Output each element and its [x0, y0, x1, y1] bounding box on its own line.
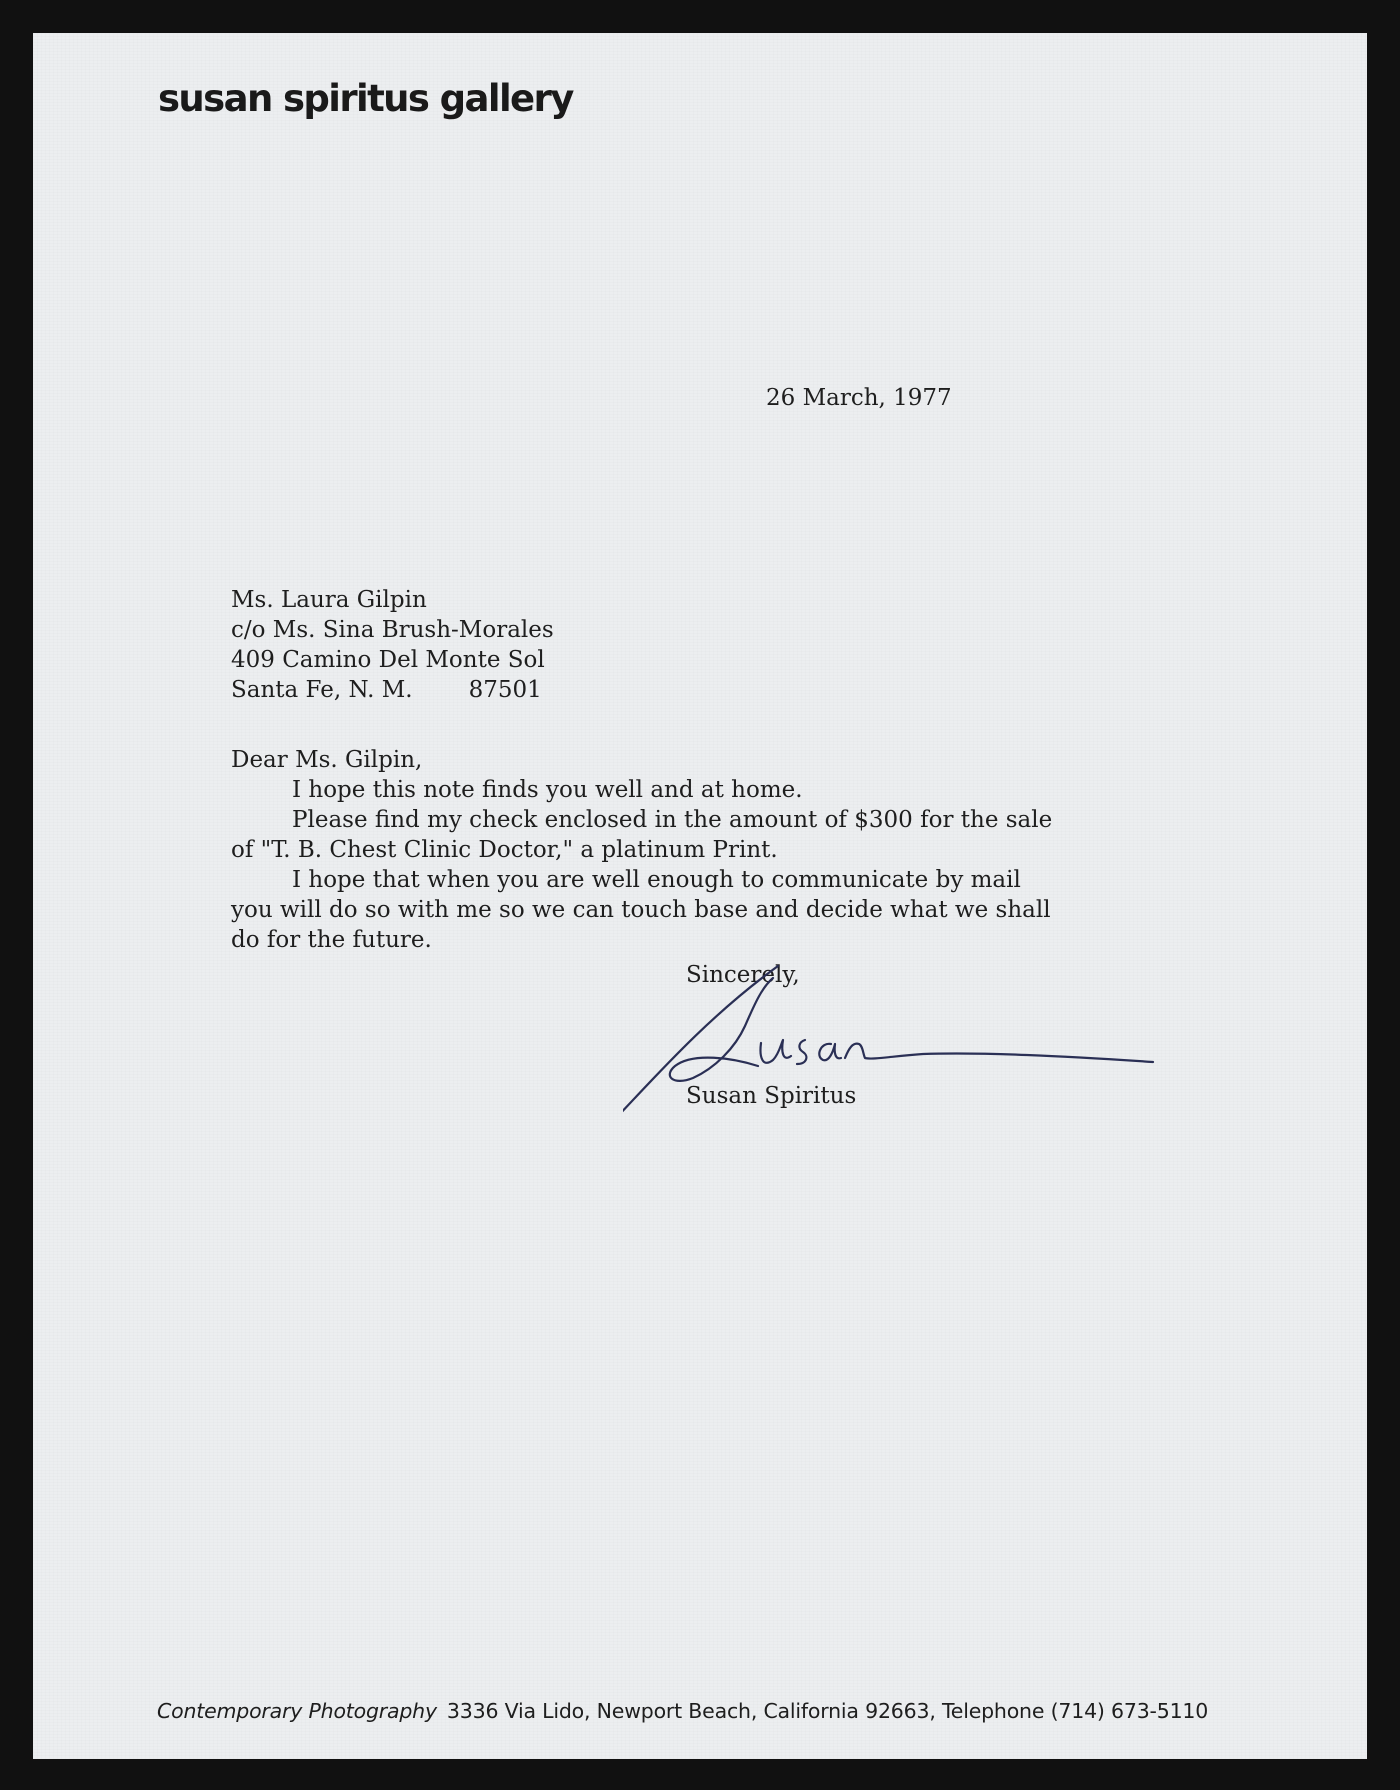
- footer-tagline: Contemporary Photography: [157, 1699, 437, 1723]
- footer-contact: 3336 Via Lido, Newport Beach, California 92663, Telephone (714) 673-5110: [446, 1699, 1209, 1723]
- body-line-2: Please find my check enclosed in the amount of $300 for the sale: [292, 807, 1053, 833]
- letter-page: [33, 33, 1367, 1759]
- address-line-3: 409 Camino Del Monte Sol: [231, 647, 545, 673]
- closing: Sincerely,: [686, 962, 800, 988]
- body-line-1: I hope this note finds you well and at home.: [292, 777, 803, 803]
- body-line-4: I hope that when you are well enough to communicate by mail: [292, 867, 1021, 893]
- body-line-6: do for the future.: [231, 927, 432, 953]
- address-line-2: c/o Ms. Sina Brush-Morales: [231, 617, 554, 643]
- address-city: Santa Fe, N. M.: [231, 677, 413, 703]
- letter-date: 26 March, 1977: [766, 385, 952, 411]
- address-line-1: Ms. Laura Gilpin: [231, 587, 427, 613]
- address-zip: 87501: [468, 677, 542, 703]
- salutation: Dear Ms. Gilpin,: [231, 747, 423, 773]
- address-line-4: [231, 675, 542, 705]
- body-line-3: of "T. B. Chest Clinic Doctor," a platinum Print.: [231, 837, 778, 863]
- body-line-5: you will do so with me so we can touch base and decide what we shall: [231, 897, 1051, 923]
- signer-name: Susan Spiritus: [686, 1083, 857, 1109]
- letterhead-title: susan spiritus gallery: [158, 77, 573, 120]
- letterhead-footer: [157, 1699, 1208, 1723]
